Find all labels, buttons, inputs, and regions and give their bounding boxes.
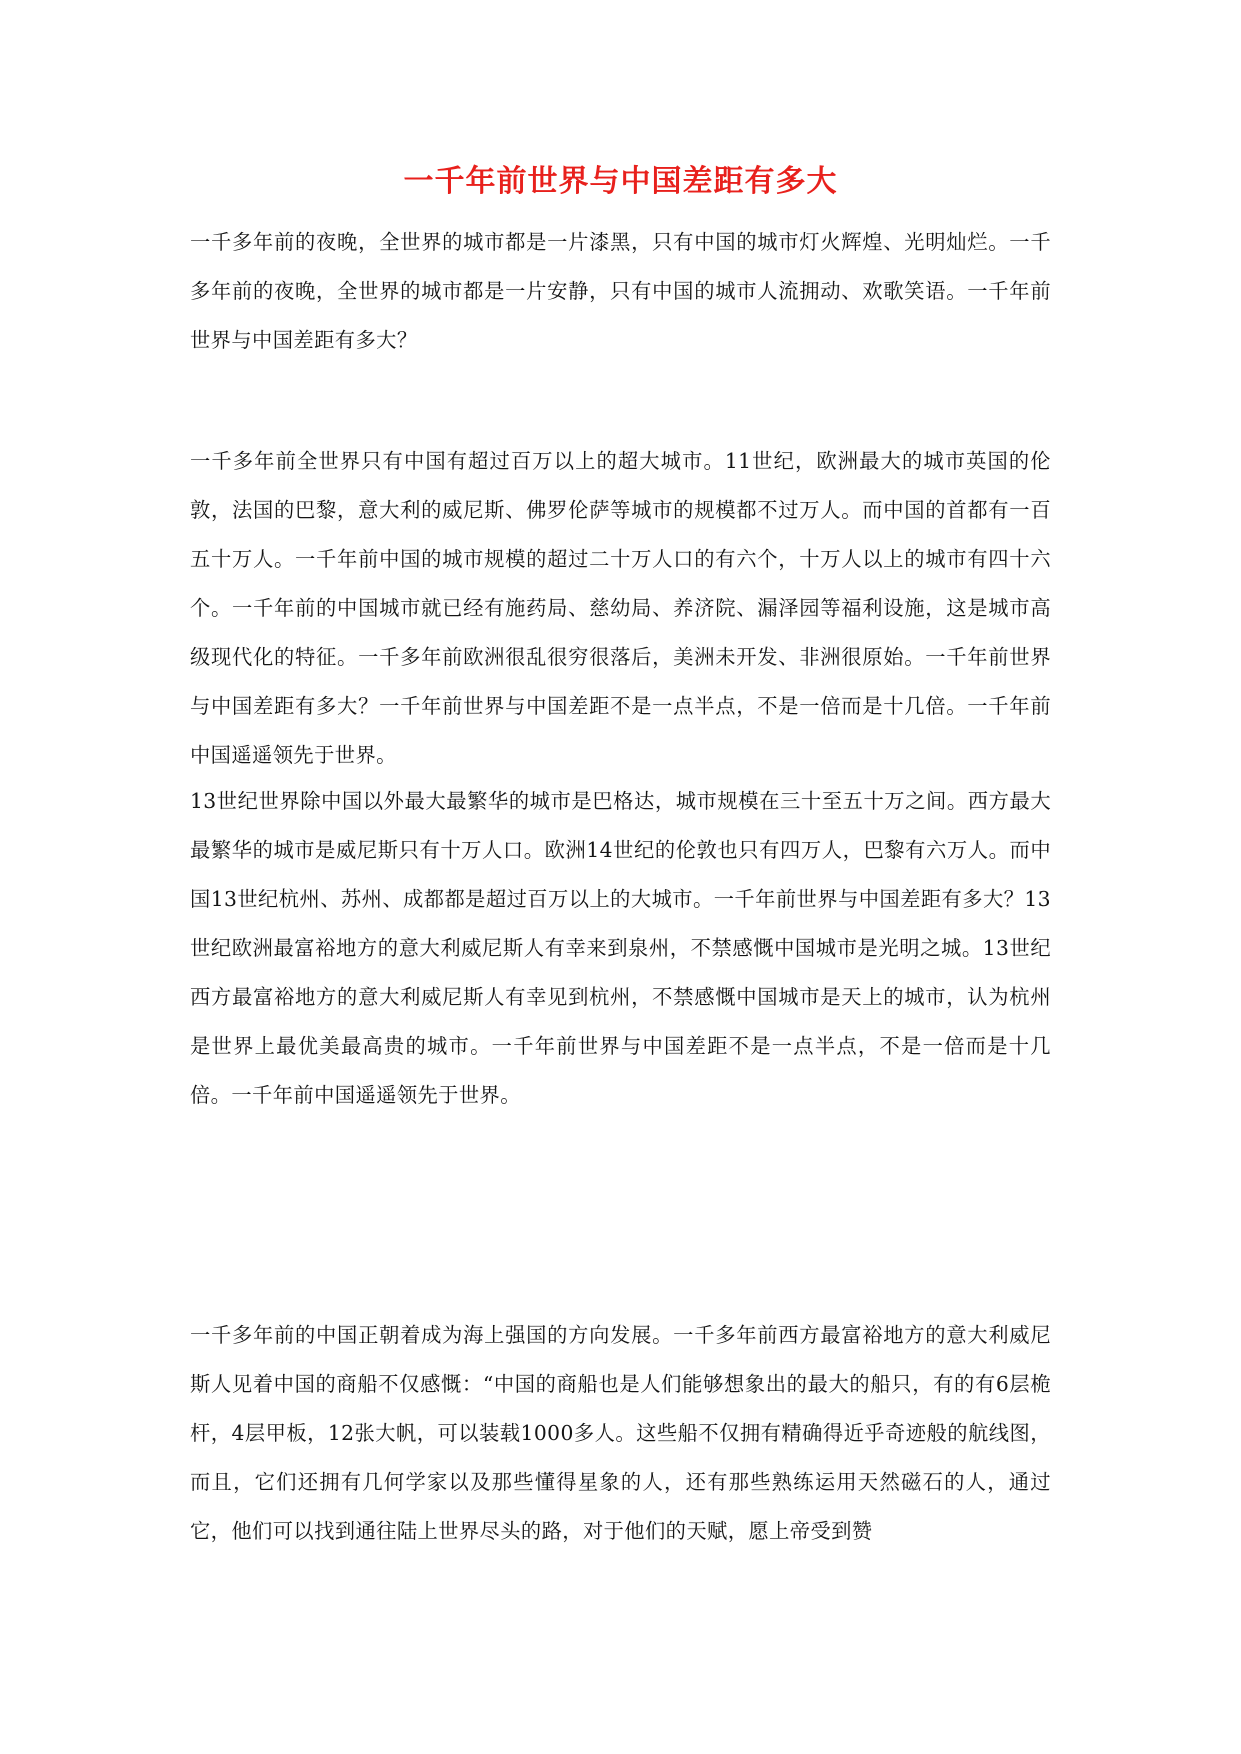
paragraph-3: 13世纪世界除中国以外最大最繁华的城市是巴格达，城市规模在三十至五十万之间。西方最大最繁华的城市是威尼斯只有十万人口。欧洲14世纪的伦敦也只有四万人，巴黎有六万人。而中国13世纪杭州、苏州、成都都是超过百万以上的大城市。一千年前世界与中国差距有多大？13世纪欧洲最富裕地方的意大利威尼斯人有幸来到泉州，不禁感慨中国城市是光明之城。13世纪西方最富裕地方的意大利威尼斯人有幸见到杭州，不禁感慨中国城市是天上的城市，认为杭州是世界上最优美最高贵的城市。一千年前世界与中国差距不是一点半点，不是一倍而是十几倍。一千年前中国遥遥领先于世界。: [190, 789, 1051, 1107]
paragraph-1: 一千多年前的夜晚，全世界的城市都是一片漆黑，只有中国的城市灯火辉煌、光明灿烂。一千多年前的夜晚，全世界的城市都是一片安静，只有中国的城市人流拥动、欢歌笑语。一千年前世界与中国差距有多大？: [190, 230, 1051, 352]
paragraph-2: 一千多年前全世界只有中国有超过百万以上的超大城市。11世纪，欧洲最大的城市英国的伦敦，法国的巴黎，意大利的威尼斯、佛罗伦萨等城市的规模都不过万人。而中国的首都有一百五十万人。一千年前中国的城市规模的超过二十万人口的有六个，十万人以上的城市有四十六个。一千年前的中国城市就已经有施药局、慈幼局、养济院、漏泽园等福利设施，这是城市高级现代化的特征。一千多年前欧洲很乱很穷很落后，美洲未开发、非洲很原始。一千年前世界与中国差距有多大？一千年前世界与中国差距不是一点半点，不是一倍而是十几倍。一千年前中国遥遥领先于世界。: [190, 449, 1051, 767]
paragraph-4: 一千多年前的中国正朝着成为海上强国的方向发展。一千多年前西方最富裕地方的意大利威尼斯人见着中国的商船不仅感慨：“中国的商船也是人们能够想象出的最大的船只，有的有6层桅杆，4层甲板，12张大帆，可以装载1000多人。这些船不仅拥有精确得近乎奇迹般的航线图，而且，它们还拥有几何学家以及那些懂得星象的人，还有那些熟练运用天然磁石的人，通过它，他们可以找到通往陆上世界尽头的路，对于他们的天赋，愿上帝受到赞: [190, 1323, 1051, 1543]
document-title: 一千年前世界与中国差距有多大: [403, 164, 838, 199]
